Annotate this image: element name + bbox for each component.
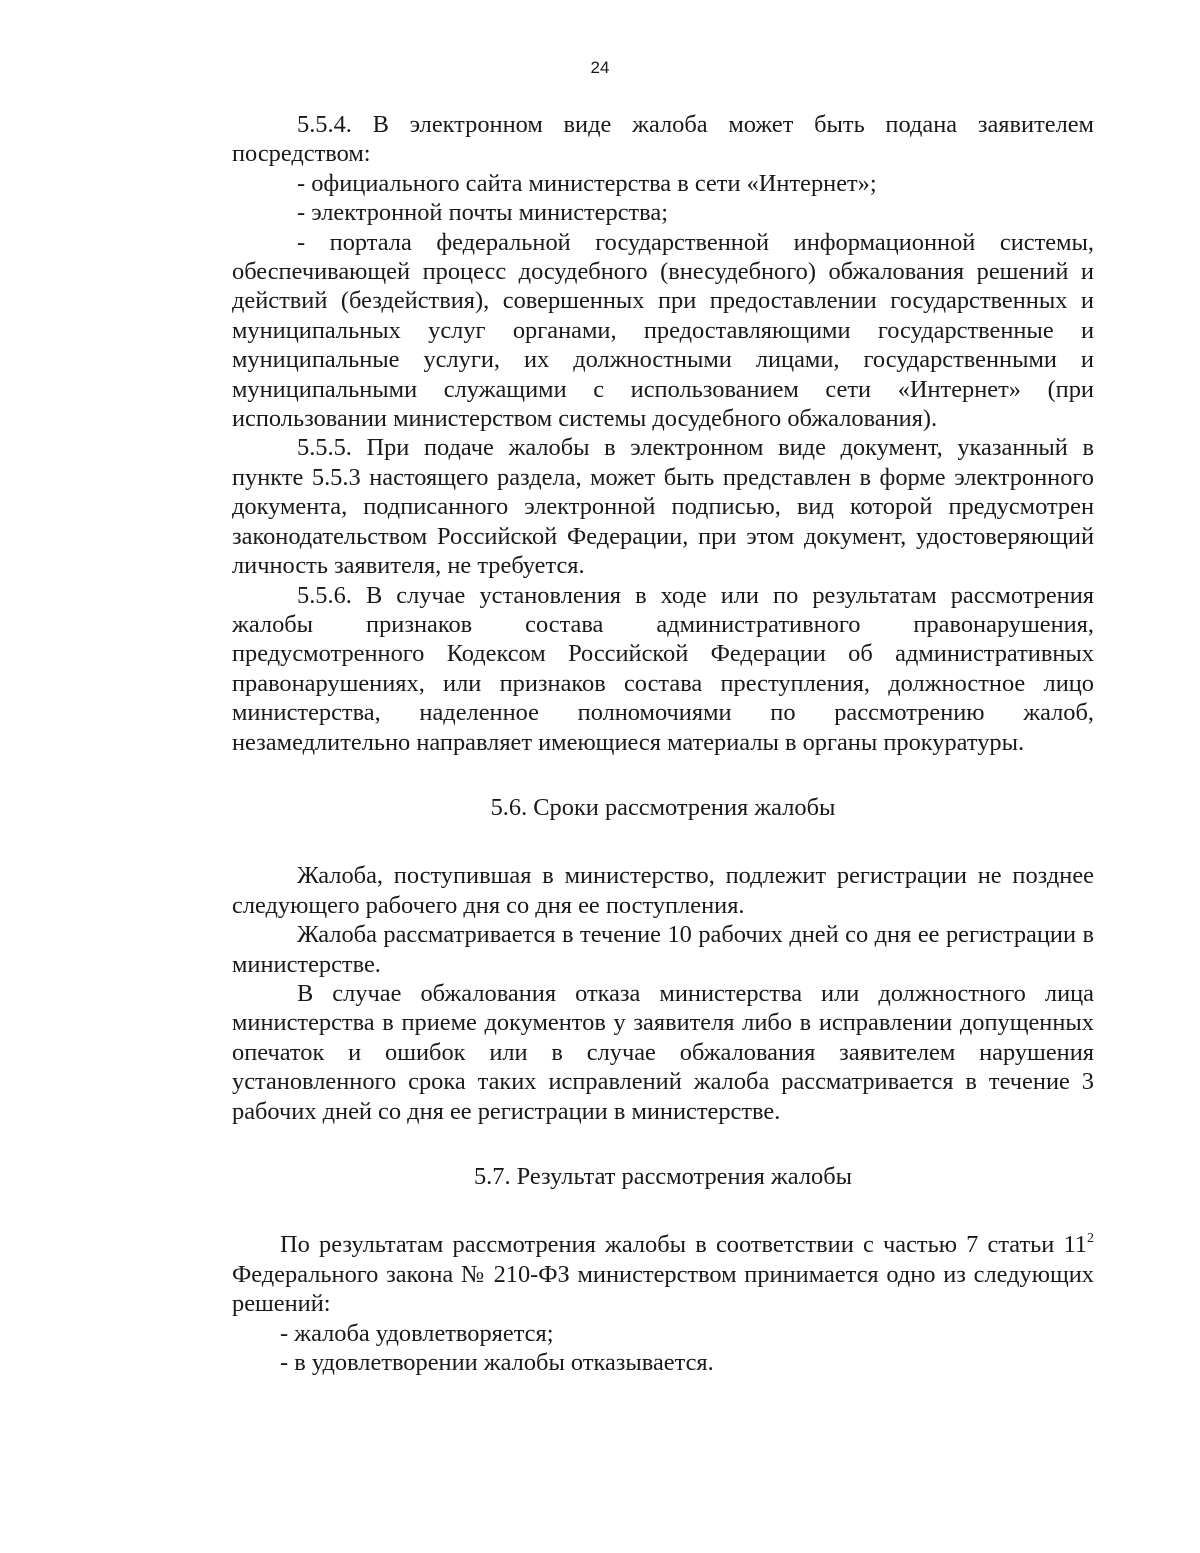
list-item: - официального сайта министерства в сети «Интернет»; — [297, 169, 877, 197]
page-number: 24 — [590, 58, 610, 77]
section-heading-5-7: 5.7. Результат рассмотрения жалобы — [473, 1163, 852, 1190]
paragraph-5-7-result-text-end: Федерального закона № 210-ФЗ министерством принимается одно из следующих решений: — [232, 1260, 1094, 1318]
list-item: - портала федеральной государственной информационной системы, обеспечивающей процесс досудебного (внесудебного) обжалования решений и действий (бездействия), совершенных при предоставлении государственных и муниципальных услуг органами, предоставляющими государственные и муниципальные услуги, их должностными лицами, государственными и муниципальными служащими с использованием сети «Интернет» (при использовании министерством системы досудебного обжалования). — [232, 228, 1094, 433]
paragraph-5-6-registration: Жалоба, поступившая в министерство, подлежит регистрации не позднее следующего рабочего дня со дня ее поступления. — [232, 862, 1094, 919]
list-item: - жалоба удовлетворяется; — [280, 1319, 554, 1347]
list-item: - в удовлетворении жалобы отказывается. — [280, 1349, 714, 1377]
document-body — [232, 110, 1094, 1377]
superscript-2: 2 — [1087, 1231, 1094, 1247]
paragraph-5-5-4: 5.5.4. В электронном виде жалоба может быть подана заявителем посредством: — [232, 111, 1094, 168]
paragraph-5-6-review-period: Жалоба рассматривается в течение 10 рабочих дней со дня ее регистрации в министерстве. — [232, 921, 1094, 978]
list-item: - электронной почты министерства; — [297, 199, 668, 227]
paragraph-5-5-5: 5.5.5. При подаче жалобы в электронном виде документ, указанный в пункте 5.5.3 настоящего раздела, может быть представлен в форме электронного документа, подписанного электронной подписью, вид которой предусмотрен законодательством Российской Федерации, при этом документ, удостоверяющий личность заявителя, не требуется. — [232, 434, 1094, 580]
paragraph-5-5-6: 5.5.6. В случае установления в ходе или по результатам рассмотрения жалобы признаков состава административного правонарушения, предусмотренного Кодексом Российской Федерации об административных правонарушениях, или признаков состава преступления, должностное лицо министерства, наделенное полномочиями по рассмотрению жалоб, незамедлительно направляет имеющиеся материалы в органы прокуратуры. — [232, 581, 1094, 756]
paragraph-5-7-result — [232, 1230, 1094, 1318]
paragraph-5-6-refusal-appeal: В случае обжалования отказа министерства или должностного лица министерства в приеме документов у заявителя либо в исправлении допущенных опечаток и ошибок или в случае обжалования заявителем нарушения установленного срока таких исправлений жалоба рассматривается в течение 3 рабочих дней со дня ее регистрации в министерстве. — [232, 979, 1094, 1125]
paragraph-5-7-result-text-start: По результатам рассмотрения жалобы в соответствии с частью 7 статьи 11 — [280, 1231, 1087, 1259]
section-heading-5-6: 5.6. Сроки рассмотрения жалобы — [490, 793, 836, 821]
